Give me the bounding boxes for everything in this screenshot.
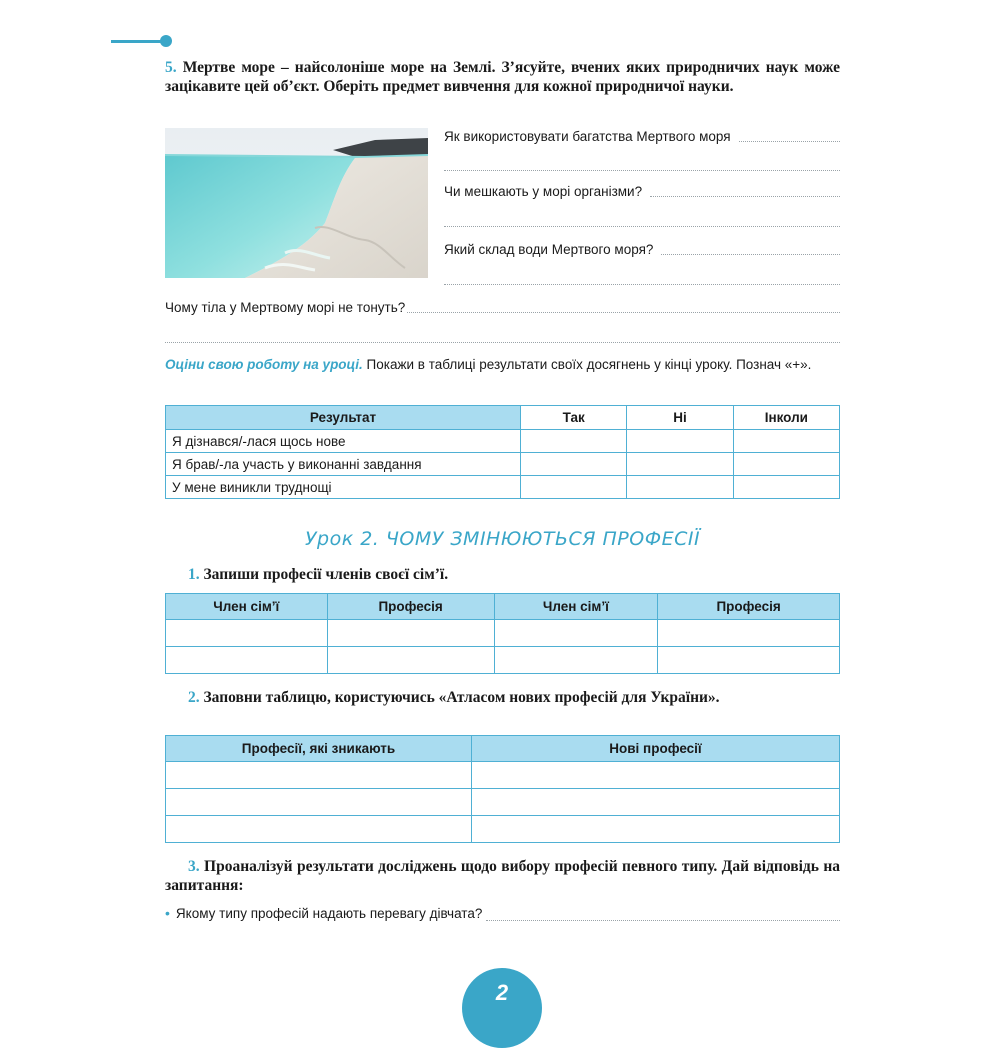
table-cell[interactable]: [166, 647, 328, 674]
dead-sea-photo: [165, 128, 428, 278]
col-header-no: Ні: [627, 406, 733, 430]
table-cell[interactable]: [166, 762, 472, 789]
answer-line-3a[interactable]: [661, 242, 840, 255]
answer-line-2b[interactable]: [444, 216, 840, 227]
col-header-profession: Професія: [327, 594, 494, 620]
professions-atlas-table: [165, 735, 840, 843]
answer-line-2a[interactable]: [650, 184, 840, 197]
assessment-cell[interactable]: [627, 430, 733, 453]
answer-line-4b[interactable]: [165, 332, 840, 343]
task3-bullet-question: [165, 905, 840, 921]
task2-number: 2.: [188, 689, 200, 706]
table-cell[interactable]: [166, 620, 328, 647]
assessment-row-label: Я дізнався/-лася щось нове: [166, 430, 521, 453]
question-4-label: Чому тіла у Мертвому морі не тонуть?: [165, 300, 406, 315]
task2-body: Заповни таблицю, користуючись «Атласом нових професій для України».: [203, 689, 720, 706]
header-decoration-dot: [160, 35, 172, 47]
bullet-label: Якому типу професій надають перевагу дівчата?: [175, 906, 483, 921]
col-header-disappearing: Професії, які зникають: [166, 736, 472, 762]
family-professions-table: [165, 593, 840, 674]
col-header-result: Результат: [166, 406, 521, 430]
task3-text: [165, 857, 840, 895]
col-header-profession-2: Професія: [658, 594, 840, 620]
task5-text: [165, 58, 840, 96]
task5-number: 5.: [165, 59, 177, 76]
assessment-cell[interactable]: [627, 453, 733, 476]
page-number: 2: [495, 980, 509, 1005]
table-cell[interactable]: [494, 647, 658, 674]
assessment-row-label: Я брав/-ла участь у виконанні завдання: [166, 453, 521, 476]
task3-body: Проаналізуй результати досліджень щодо вибору професій певного типу. Дай відповідь на запитання:: [165, 858, 840, 894]
task5-body: Мертве море – найсолоніше море на Землі. З’ясуйте, вчених яких природничих наук може зацікавите цей об’єкт. Оберіть предмет вивчення для кожної природничої науки.: [165, 59, 840, 95]
task1-text: [188, 565, 840, 584]
table-cell[interactable]: [494, 620, 658, 647]
table-cell[interactable]: [166, 816, 472, 843]
table-cell[interactable]: [658, 647, 840, 674]
table-cell[interactable]: [327, 620, 494, 647]
self-assessment-text: [165, 356, 840, 374]
assessment-cell[interactable]: [733, 476, 839, 499]
col-header-sometimes: Інколи: [733, 406, 839, 430]
bullet-dot: •: [165, 905, 170, 921]
table-cell[interactable]: [472, 816, 840, 843]
task3-number: 3.: [188, 858, 200, 875]
table-cell[interactable]: [472, 762, 840, 789]
answer-line-3b[interactable]: [444, 274, 840, 285]
question-1: [444, 129, 840, 144]
question-3-label: Який склад води Мертвого моря?: [444, 242, 654, 257]
assessment-cell[interactable]: [521, 453, 627, 476]
question-2-label: Чи мешкають у морі організми?: [444, 184, 643, 199]
answer-line-4a[interactable]: [407, 300, 840, 313]
table-cell[interactable]: [166, 789, 472, 816]
task1-number: 1.: [188, 566, 200, 583]
page-number-badge: [462, 968, 542, 1048]
answer-line-1b[interactable]: [444, 160, 840, 171]
assessment-cell[interactable]: [627, 476, 733, 499]
question-4: [165, 300, 840, 315]
table-cell[interactable]: [472, 789, 840, 816]
question-1-label: Як використовувати багатства Мертвого моря: [444, 129, 731, 144]
task1-body: Запиши професії членів своєї сім’ї.: [203, 566, 449, 583]
table-cell[interactable]: [327, 647, 494, 674]
self-assessment-table: [165, 405, 840, 499]
assessment-cell[interactable]: [521, 476, 627, 499]
answer-line-bullet[interactable]: [486, 908, 840, 921]
self-assessment-body: Покажи в таблиці результати своїх досягнень у кінці уроку. Познач «+».: [362, 357, 812, 372]
header-decoration-line: [111, 40, 163, 43]
col-header-family-member: Член сім’ї: [166, 594, 328, 620]
assessment-cell[interactable]: [521, 430, 627, 453]
col-header-yes: Так: [521, 406, 627, 430]
assessment-cell[interactable]: [733, 453, 839, 476]
col-header-new: Нові професії: [472, 736, 840, 762]
self-assessment-lead: Оціни свою роботу на уроці.: [165, 357, 363, 372]
question-3: [444, 242, 840, 257]
task2-text: [165, 688, 840, 707]
assessment-cell[interactable]: [733, 430, 839, 453]
lesson-title: Урок 2. ЧОМУ ЗМІНЮЮТЬСЯ ПРОФЕСІЇ: [304, 528, 701, 550]
question-2: [444, 184, 840, 199]
answer-line-1a[interactable]: [739, 129, 840, 142]
col-header-family-member-2: Член сім’ї: [494, 594, 658, 620]
table-cell[interactable]: [658, 620, 840, 647]
assessment-row-label: У мене виникли труднощі: [166, 476, 521, 499]
